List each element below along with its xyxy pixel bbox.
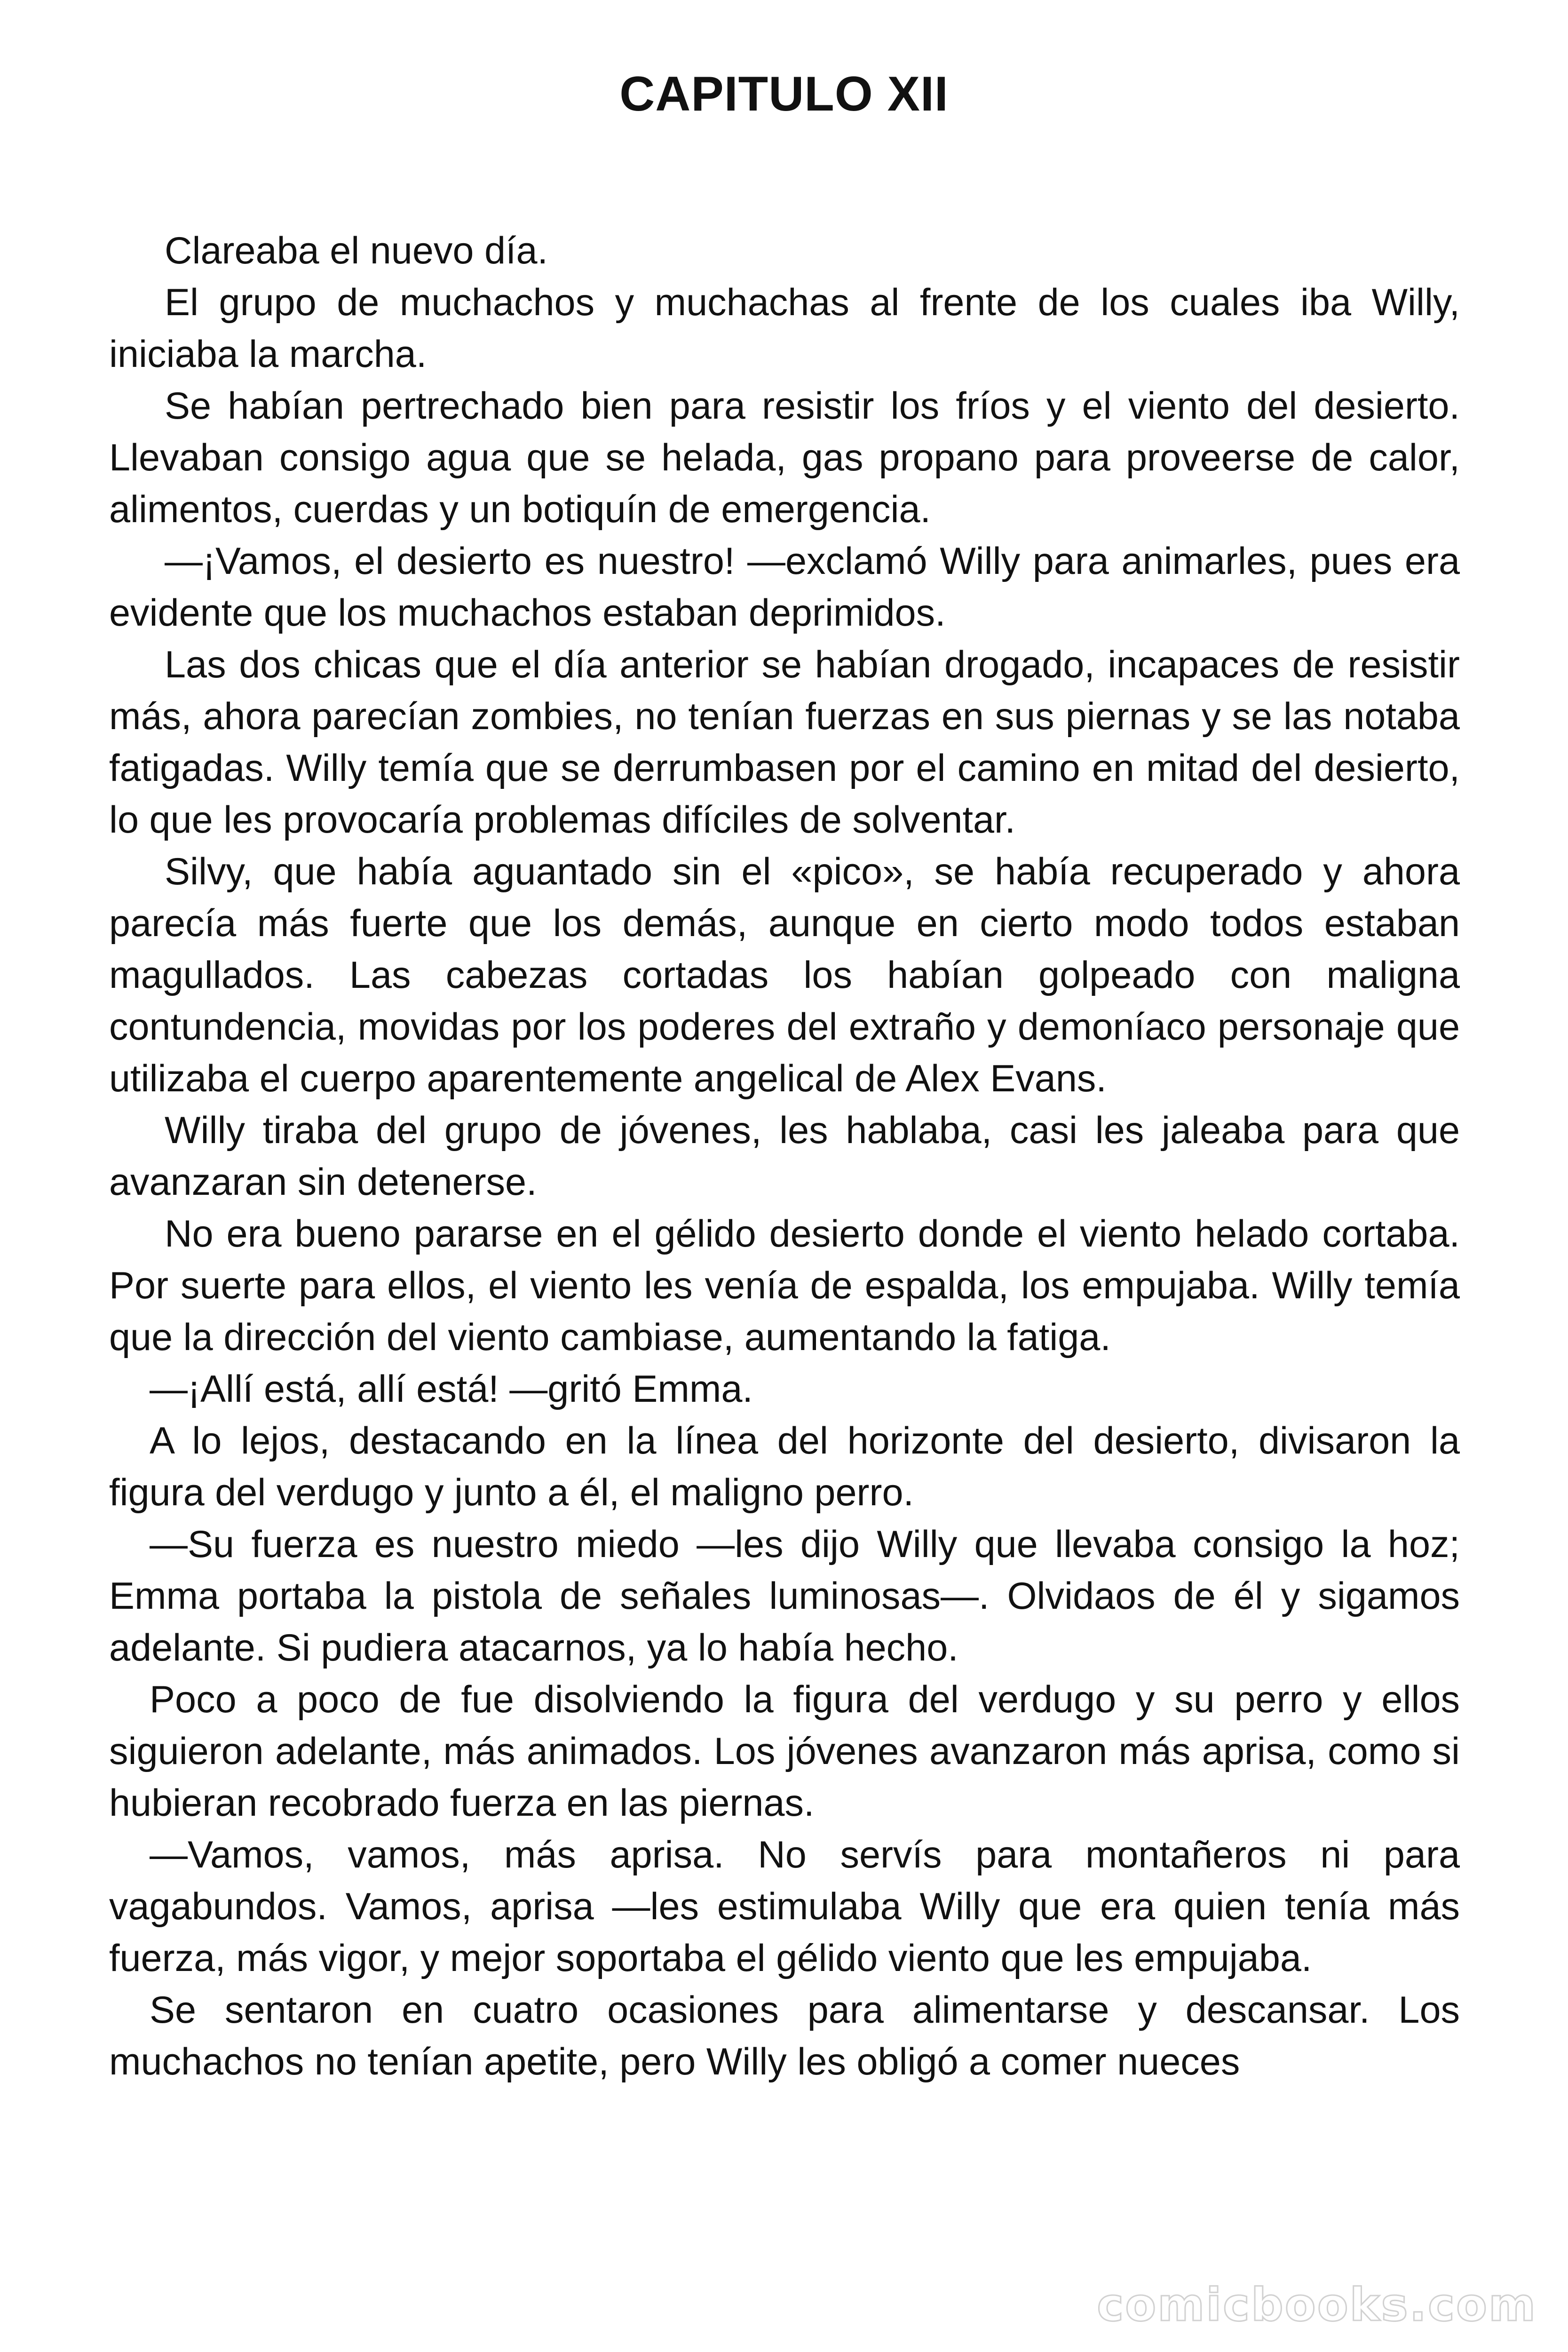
paragraph: Clareaba el nuevo día. — [165, 230, 548, 272]
chapter-body — [109, 225, 1460, 2318]
paragraph: —Su fuerza es nuestro miedo —les dijo Willy que llevaba consigo la hoz; Emma portaba la pistola de señales luminosas—. Olvidaos de él y sigamos adelante. Si pudiera atacarnos, ya lo había hecho. — [109, 1523, 1460, 1669]
paragraph: Poco a poco de fue disolviendo la figura del verdugo y su perro y ellos siguieron adelante, más animados. Los jóvenes avanzaron más aprisa, como si hubieran recobrado fuerza en las piernas. — [109, 1678, 1460, 1824]
paragraph: Se habían pertrechado bien para resistir los fríos y el viento del desierto. Llevaban consigo agua que se helada, gas propano para proveerse de calor, alimentos, cuerdas y un botiquín de emergencia. — [109, 385, 1460, 531]
chapter-title: CAPITULO XII — [619, 67, 949, 121]
paragraph: No era bueno pararse en el gélido desierto donde el viento helado cortaba. Por suerte para ellos, el viento les venía de espalda, los empujaba. Willy temía que la dirección del viento cambiase, aumentando la fatiga. — [109, 1213, 1460, 1359]
paragraph: Silvy, que había aguantado sin el «pico», se había recuperado y ahora parecía más fuerte que los demás, aunque en cierto modo todos estaban magullados. Las cabezas cortadas los habían golpeado con maligna contundencia, movidas por los poderes del extraño y demoníaco personaje que utilizaba el cuerpo aparentemente angelical de Alex Evans. — [109, 850, 1460, 1100]
paragraph: El grupo de muchachos y muchachas al frente de los cuales iba Willy, iniciaba la marcha. — [109, 281, 1460, 375]
paragraph: Willy tiraba del grupo de jóvenes, les hablaba, casi les jaleaba para que avanzaran sin detenerse. — [109, 1109, 1460, 1203]
paragraph: —¡Vamos, el desierto es nuestro! —exclamó Willy para animarles, pues era evidente que los muchachos estaban deprimidos. — [109, 540, 1460, 634]
paragraph: —¡Allí está, allí está! —gritó Emma. — [150, 1368, 753, 1410]
watermark: comicbooks.com — [1097, 2279, 1537, 2331]
paragraph: Las dos chicas que el día anterior se habían drogado, incapaces de resistir más, ahora parecían zombies, no tenían fuerzas en sus piernas y se las notaba fatigadas. Willy temía que se derrumbasen por el camino en mitad del desierto, lo que les provocaría problemas difíciles de solventar. — [109, 644, 1460, 841]
paragraph: —Vamos, vamos, más aprisa. No servís para montañeros ni para vagabundos. Vamos, aprisa —les estimulaba Willy que era quien tenía más fuerza, más vigor, y mejor soportaba el gélido viento que les empujaba. — [109, 1834, 1460, 1979]
paragraph: Se sentaron en cuatro ocasiones para alimentarse y descansar. Los muchachos no tenían apetite, pero Willy les obligó a comer nueces — [109, 1989, 1460, 2083]
paragraph: A lo lejos, destacando en la línea del horizonte del desierto, divisaron la figura del verdugo y junto a él, el maligno perro. — [109, 1420, 1460, 1514]
